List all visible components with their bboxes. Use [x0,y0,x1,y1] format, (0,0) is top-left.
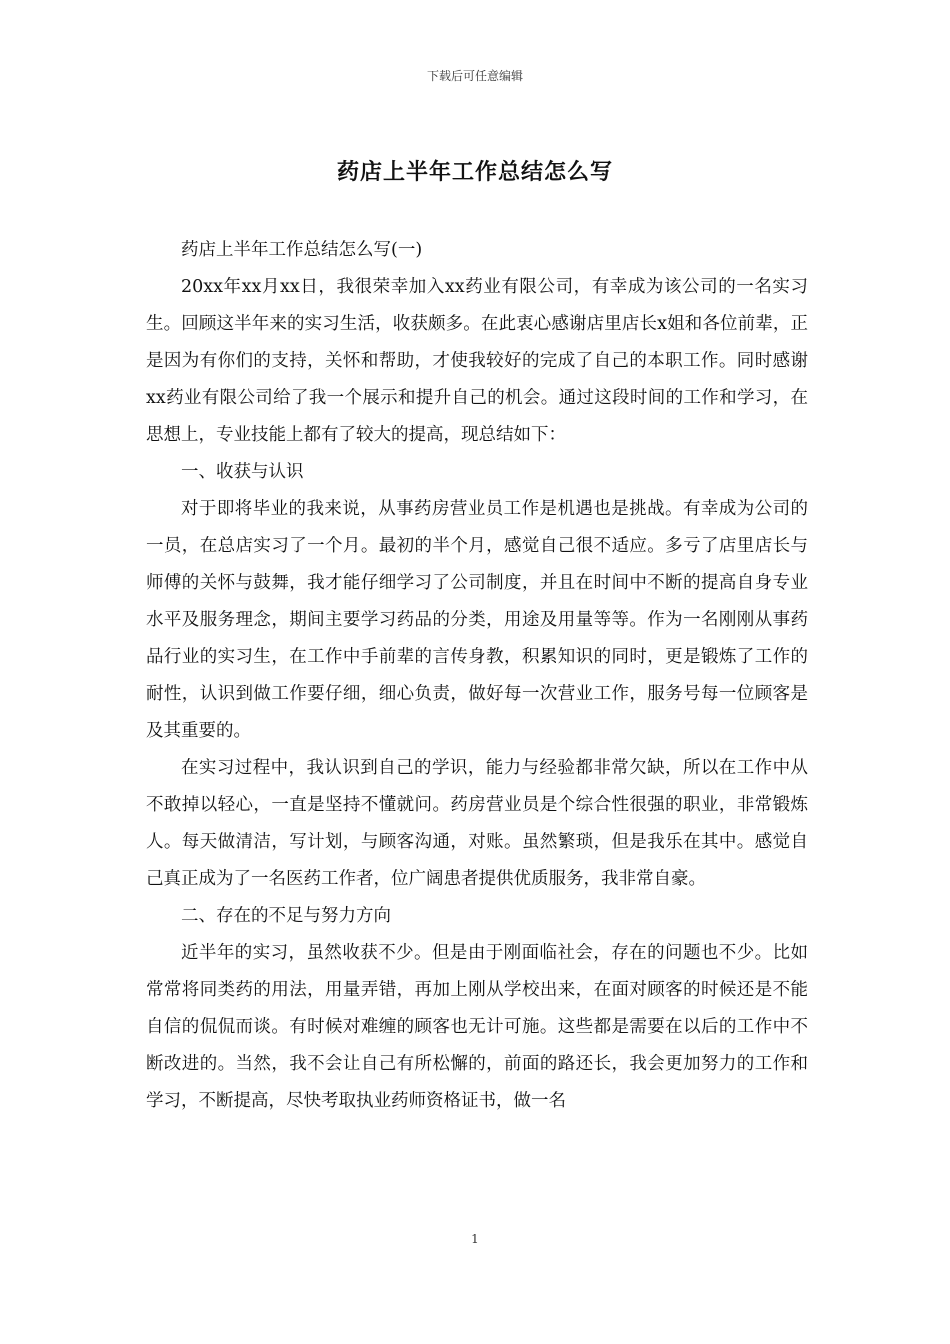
paragraph-gains: 对于即将毕业的我来说，从事药房营业员工作是机遇也是挑战。有幸成为公司的一员，在总店实习了一个月。最初的半个月，感觉自己很不适应。多亏了店里店长与师傅的关怀与鼓舞，我才能仔细学习了公司制度，并且在时间中不断的提高自身专业水平及服务理念，期间主要学习药品的分类，用途及用量等等。作为一名刚刚从事药品行业的实习生，在工作中手前辈的言传身教，积累知识的同时，更是锻炼了工作的耐性，认识到做工作要仔细，细心负责，做好每一次营业工作，服务号每一位顾客是及其重要的。 [146,499,808,741]
document-body [146,232,808,1120]
document-title: 药店上半年工作总结怎么写 [336,159,613,185]
section-heading-gains: 一、收获与认识 [181,462,304,482]
page-header-note: 下载后可任意编辑 [426,69,523,83]
paragraph-practice: 在实习过程中，我认识到自己的学识，能力与经验都非常欠缺，所以在工作中从不敢掉以轻心，一直是坚持不懂就问。药房营业员是个综合性很强的职业，非常锻炼人。每天做清洁，写计划，与顾客沟通，对账。虽然繁琐，但是我乐在其中。感觉自己真正成为了一名医药工作者，位广阔患者提供优质服务，我非常自豪。 [146,758,808,889]
paragraph-intro: 20xx年xx月xx日，我很荣幸加入xx药业有限公司，有幸成为该公司的一名实习生。回顾这半年来的实习生活，收获颇多。在此衷心感谢店里店长x姐和各位前辈，正是因为有你们的支持，关怀和帮助，才使我较好的完成了自己的本职工作。同时感谢xx药业有限公司给了我一个展示和提升自己的机会。通过这段时间的工作和学习，在思想上，专业技能上都有了较大的提高，现总结如下： [146,277,808,445]
section-subtitle: 药店上半年工作总结怎么写(一) [181,240,423,260]
page-number: 1 [471,1232,479,1246]
paragraph-shortcomings: 近半年的实习，虽然收获不少。但是由于刚面临社会，存在的问题也不少。比如常常将同类药的用法，用量弄错，再加上刚从学校出来，在面对顾客的时候还是不能自信的侃侃而谈。有时候对难缠的顾客也无计可施。这些都是需要在以后的工作中不断改进的。当然，我不会让自己有所松懈的，前面的路还长，我会更加努力的工作和学习，不断提高，尽快考取执业药师资格证书，做一名 [146,943,808,1111]
section-heading-shortcomings: 二、存在的不足与努力方向 [181,906,391,926]
